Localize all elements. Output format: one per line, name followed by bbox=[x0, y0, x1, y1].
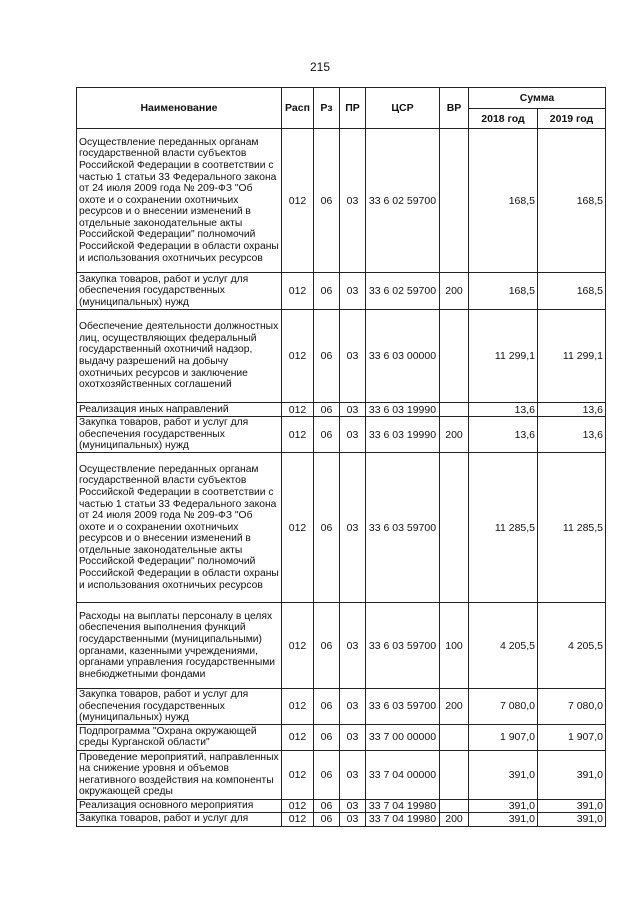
header-row-top bbox=[77, 88, 606, 109]
table-row bbox=[77, 750, 606, 799]
row-sum-2018: 391,0 bbox=[469, 750, 538, 799]
row-vr: 200 bbox=[440, 812, 469, 826]
row-rz: 06 bbox=[314, 799, 340, 812]
header-rasp: Расп bbox=[282, 88, 314, 129]
table-row bbox=[77, 310, 606, 403]
row-sum-2019: 13,6 bbox=[538, 403, 606, 417]
row-pr: 03 bbox=[340, 310, 366, 403]
row-rasp: 012 bbox=[282, 689, 314, 725]
row-rz: 06 bbox=[314, 750, 340, 799]
row-rasp: 012 bbox=[282, 417, 314, 453]
header-2019: 2019 год bbox=[538, 109, 606, 129]
table-row bbox=[77, 603, 606, 689]
row-sum-2018: 11 299,1 bbox=[469, 310, 538, 403]
row-sum-2019: 391,0 bbox=[538, 799, 606, 812]
row-sum-2019: 391,0 bbox=[538, 812, 606, 826]
row-csr: 33 6 03 59700 bbox=[366, 453, 440, 603]
row-csr: 33 6 03 19990 bbox=[366, 417, 440, 453]
header-name: Наименование bbox=[77, 88, 282, 129]
row-sum-2018: 7 080,0 bbox=[469, 689, 538, 725]
row-csr: 33 6 02 59700 bbox=[366, 129, 440, 273]
row-pr: 03 bbox=[340, 750, 366, 799]
row-sum-2019: 168,5 bbox=[538, 273, 606, 310]
row-rz: 06 bbox=[314, 724, 340, 750]
row-rz: 06 bbox=[314, 812, 340, 826]
row-csr: 33 7 04 19980 bbox=[366, 812, 440, 826]
page-number: 215 bbox=[309, 60, 331, 74]
row-csr: 33 6 02 59700 bbox=[366, 273, 440, 310]
row-rz: 06 bbox=[314, 417, 340, 453]
row-rasp: 012 bbox=[282, 453, 314, 603]
row-name: Подпрограмма "Охрана окружающей среды Курганской области" bbox=[77, 724, 282, 750]
row-csr: 33 6 03 00000 bbox=[366, 310, 440, 403]
row-sum-2018: 13,6 bbox=[469, 417, 538, 453]
header-pr: ПР bbox=[340, 88, 366, 129]
row-name: Реализация иных направлений bbox=[77, 403, 282, 417]
header-rz: Рз bbox=[314, 88, 340, 129]
row-name: Реализация основного мероприятия bbox=[77, 799, 282, 812]
table-row bbox=[77, 689, 606, 725]
row-csr: 33 7 00 00000 bbox=[366, 724, 440, 750]
row-name: Осуществление переданных органам государственной власти субъектов Российской Федерации в соответствии с частью 1 статьи 33 Федерального закона от 24 июля 2009 года № 209-ФЗ "Об охоте и о сохранении охотничьих ресурсов и о внесении изменений в отдельные законодательные акты Российской Федерации" полномочий Российской Федерации в области охраны и использования охотничьих ресурсов bbox=[77, 453, 282, 603]
row-rasp: 012 bbox=[282, 750, 314, 799]
row-sum-2018: 11 285,5 bbox=[469, 453, 538, 603]
table-row bbox=[77, 799, 606, 812]
budget-table bbox=[76, 87, 606, 827]
table-row bbox=[77, 417, 606, 453]
row-sum-2018: 391,0 bbox=[469, 799, 538, 812]
row-rasp: 012 bbox=[282, 129, 314, 273]
row-rz: 06 bbox=[314, 453, 340, 603]
row-rasp: 012 bbox=[282, 310, 314, 403]
row-rz: 06 bbox=[314, 403, 340, 417]
row-rz: 06 bbox=[314, 273, 340, 310]
header-sum: Сумма bbox=[469, 88, 606, 109]
table-row bbox=[77, 724, 606, 750]
row-sum-2018: 168,5 bbox=[469, 129, 538, 273]
row-vr bbox=[440, 750, 469, 799]
row-sum-2019: 13,6 bbox=[538, 417, 606, 453]
row-csr: 33 7 04 19980 bbox=[366, 799, 440, 812]
row-name: Осуществление переданных органам государственной власти субъектов Российской Федерации в соответствии с частью 1 статьи 33 Федерального закона от 24 июля 2009 года № 209-ФЗ "Об охоте и о сохранении охотничьих ресурсов и о внесении изменений в отдельные законодательные акты Российской Федерации" полномочий Российской Федерации в области охраны и использования охотничьих ресурсов bbox=[77, 129, 282, 273]
row-vr bbox=[440, 310, 469, 403]
row-sum-2019: 391,0 bbox=[538, 750, 606, 799]
table-row bbox=[77, 273, 606, 310]
row-rasp: 012 bbox=[282, 799, 314, 812]
row-pr: 03 bbox=[340, 603, 366, 689]
table-row bbox=[77, 403, 606, 417]
row-pr: 03 bbox=[340, 403, 366, 417]
row-name: Закупка товаров, работ и услуг для обеспечения государственных (муниципальных) нужд bbox=[77, 273, 282, 310]
row-rasp: 012 bbox=[282, 273, 314, 310]
row-sum-2019: 11 285,5 bbox=[538, 453, 606, 603]
row-vr: 200 bbox=[440, 417, 469, 453]
row-vr bbox=[440, 799, 469, 812]
header-2018: 2018 год bbox=[469, 109, 538, 129]
row-vr bbox=[440, 403, 469, 417]
row-pr: 03 bbox=[340, 417, 366, 453]
row-name: Проведение мероприятий, направленных на снижение уровня и объемов негативного воздействия на компоненты окружающей среды bbox=[77, 750, 282, 799]
table-row bbox=[77, 812, 606, 826]
row-rz: 06 bbox=[314, 603, 340, 689]
row-csr: 33 6 03 59700 bbox=[366, 689, 440, 725]
table-row bbox=[77, 453, 606, 603]
row-vr bbox=[440, 724, 469, 750]
row-rasp: 012 bbox=[282, 724, 314, 750]
row-pr: 03 bbox=[340, 812, 366, 826]
row-name: Закупка товаров, работ и услуг для обеспечения государственных (муниципальных) нужд bbox=[77, 689, 282, 725]
header-csr: ЦСР bbox=[366, 88, 440, 129]
row-sum-2019: 7 080,0 bbox=[538, 689, 606, 725]
row-sum-2018: 168,5 bbox=[469, 273, 538, 310]
row-csr: 33 7 04 00000 bbox=[366, 750, 440, 799]
row-csr: 33 6 03 59700 bbox=[366, 603, 440, 689]
row-pr: 03 bbox=[340, 799, 366, 812]
row-sum-2019: 11 299,1 bbox=[538, 310, 606, 403]
row-rz: 06 bbox=[314, 129, 340, 273]
row-sum-2019: 4 205,5 bbox=[538, 603, 606, 689]
row-sum-2019: 1 907,0 bbox=[538, 724, 606, 750]
row-rz: 06 bbox=[314, 310, 340, 403]
row-pr: 03 bbox=[340, 689, 366, 725]
row-pr: 03 bbox=[340, 453, 366, 603]
row-sum-2019: 168,5 bbox=[538, 129, 606, 273]
row-rasp: 012 bbox=[282, 812, 314, 826]
header-vr: ВР bbox=[440, 88, 469, 129]
row-csr: 33 6 03 19990 bbox=[366, 403, 440, 417]
row-vr: 100 bbox=[440, 603, 469, 689]
row-vr bbox=[440, 453, 469, 603]
row-pr: 03 bbox=[340, 129, 366, 273]
row-sum-2018: 4 205,5 bbox=[469, 603, 538, 689]
row-vr: 200 bbox=[440, 689, 469, 725]
row-pr: 03 bbox=[340, 724, 366, 750]
row-sum-2018: 13,6 bbox=[469, 403, 538, 417]
row-name: Обеспечение деятельности должностных лиц, осуществляющих федеральный государственный охотничий надзор, выдачу разрешений на добычу охотничьих ресурсов и заключение охотхозяйственных соглашений bbox=[77, 310, 282, 403]
row-name: Закупка товаров, работ и услуг для bbox=[77, 812, 282, 826]
row-name: Расходы на выплаты персоналу в целях обеспечения выполнения функций государственными (муниципальными) органами, казенными учреждениями, органами управления государственными внебюджетными фондами bbox=[77, 603, 282, 689]
row-rasp: 012 bbox=[282, 403, 314, 417]
row-vr: 200 bbox=[440, 273, 469, 310]
row-pr: 03 bbox=[340, 273, 366, 310]
row-rz: 06 bbox=[314, 689, 340, 725]
row-vr bbox=[440, 129, 469, 273]
table-row bbox=[77, 129, 606, 273]
row-name: Закупка товаров, работ и услуг для обеспечения государственных (муниципальных) нужд bbox=[77, 417, 282, 453]
row-sum-2018: 391,0 bbox=[469, 812, 538, 826]
row-sum-2018: 1 907,0 bbox=[469, 724, 538, 750]
row-rasp: 012 bbox=[282, 603, 314, 689]
